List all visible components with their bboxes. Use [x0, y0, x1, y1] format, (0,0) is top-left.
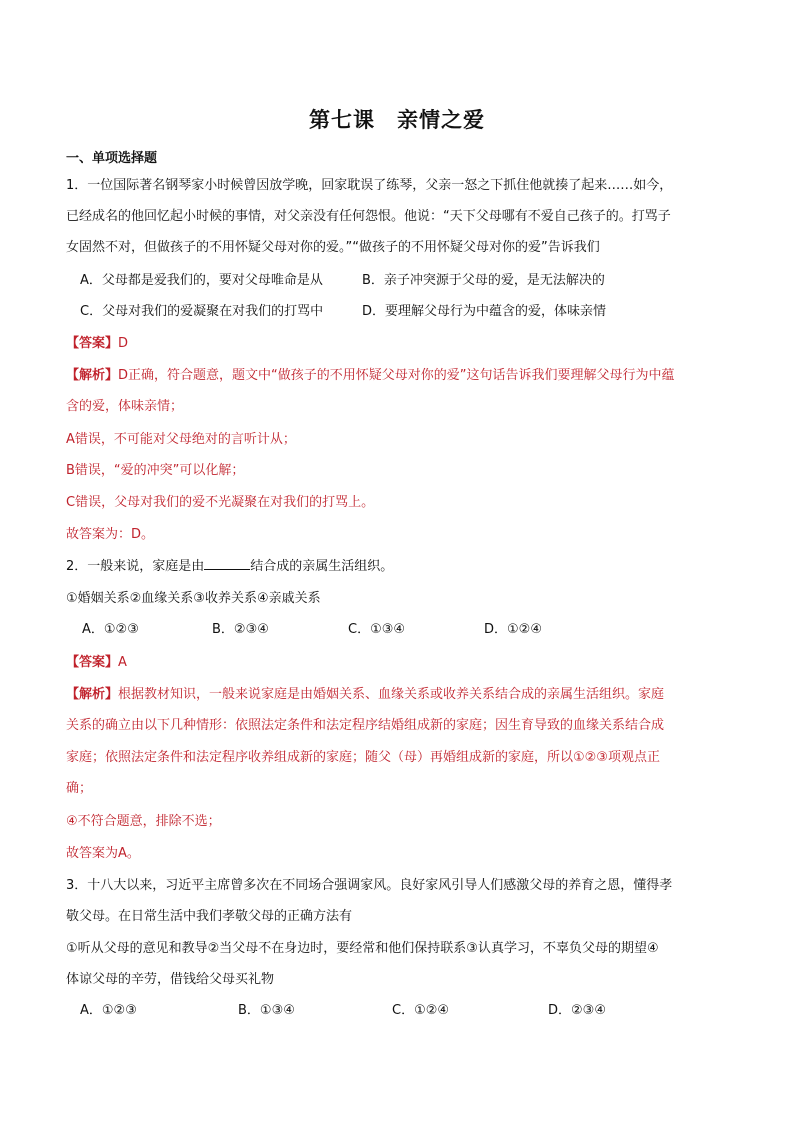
q3-option-a: A．①②③: [80, 1003, 137, 1018]
q1-option-d: D．要理解父母行为中蕴含的爱，体味亲情: [362, 304, 607, 319]
fill-blank: [204, 557, 250, 570]
answer-value: D: [118, 336, 129, 351]
q1-stem-line: 女固然不对，但做孩子的不用怀疑父母对你的爱。”“做孩子的不用怀疑父母对你的爱”告诉我们: [66, 240, 600, 255]
q3-stem-line: 敬父母。在日常生活中我们孝敬父母的正确方法有: [66, 909, 353, 924]
q3-stem-line: 3．十八大以来，习近平主席曾多次在不同场合强调家风。良好家风引导人们感激父母的养育之恩，懂得孝: [66, 878, 673, 893]
q2-option-c: C．①③④: [348, 622, 406, 637]
analysis-line: 关系的确立由以下几种情形：依照法定条件和法定程序结婚组成新的家庭；因生育导致的血缘关系结合成: [66, 718, 665, 733]
answer-value: A: [118, 655, 127, 670]
answer-tag: 【答案】: [66, 336, 119, 351]
q1-analysis: [66, 367, 675, 385]
q2-analysis: [66, 686, 664, 704]
analysis-tag: 【解析】: [66, 687, 119, 702]
analysis-line: 家庭；依照法定条件和法定程序收养组成新的家庭；随父（母）再婚组成新的家庭，所以①②③项观点正: [66, 750, 660, 765]
analysis-line: 含的爱，体味亲情；: [66, 399, 184, 414]
q2-option-d: D．①②④: [484, 622, 542, 637]
q3-option-d: D．②③④: [548, 1003, 606, 1018]
analysis-line: A错误，不可能对父母绝对的言听计从；: [66, 432, 296, 447]
answer-tag: 【答案】: [66, 655, 119, 670]
q2-stem: [66, 557, 393, 576]
q3-option-c: C．①②④: [392, 1003, 450, 1018]
q1-option-a: A．父母都是爱我们的，要对父母唯命是从: [80, 273, 323, 288]
q3-option-b: B．①③④: [238, 1003, 295, 1018]
analysis-text: 根据教材知识，一般来说家庭是由婚姻关系、血缘关系或收养关系结合成的亲属生活组织。家庭: [118, 687, 665, 702]
analysis-line: 确；: [66, 781, 93, 796]
analysis-line: C错误，父母对我们的爱不光凝聚在对我们的打骂上。: [66, 495, 375, 510]
analysis-line: ④不符合题意，排除不选；: [66, 814, 221, 829]
q1-answer: [66, 335, 128, 353]
q1-option-b: B．亲子冲突源于父母的爱，是无法解决的: [362, 273, 605, 288]
q1-conclusion: 故答案为：D。: [66, 527, 155, 542]
q2-stem-after: 结合成的亲属生活组织。: [250, 559, 394, 574]
q1-stem-line: 已经成名的他回忆起小时候的事情，对父亲没有任何怨恨。他说：“天下父母哪有不爱自己孩子的。打骂子: [66, 209, 671, 224]
lesson-title: 第七课 亲情之爱: [309, 107, 485, 132]
q1-stem-line: 1．一位国际著名钢琴家小时候曾因放学晚，回家耽误了练琴，父亲一怒之下抓住他就揍了起来……如今，: [66, 178, 673, 193]
q3-stem-line: ①听从父母的意见和教导②当父母不在身边时，要经常和他们保持联系③认真学习，不辜负父母的期望④: [66, 941, 659, 956]
q1-option-c: C．父母对我们的爱凝聚在对我们的打骂中: [80, 304, 324, 319]
q3-stem-line: 体谅父母的辛劳，借钱给父母买礼物: [66, 972, 275, 987]
q2-conclusion: 故答案为A。: [66, 846, 140, 861]
q2-items: ①婚姻关系②血缘关系③收养关系④亲戚关系: [66, 591, 321, 606]
analysis-tag: 【解析】: [66, 368, 119, 383]
q2-option-a: A．①②③: [82, 622, 139, 637]
analysis-line: B错误，“爱的冲突”可以化解；: [66, 463, 245, 478]
q2-answer: [66, 654, 127, 672]
section-heading: 一、单项选择题: [66, 151, 158, 166]
q2-option-b: B．②③④: [212, 622, 269, 637]
q2-stem-before: 2．一般来说，家庭是由: [66, 559, 205, 574]
analysis-text: D正确，符合题意，题文中“做孩子的不用怀疑父母对你的爱”这句话告诉我们要理解父母行为中蕴: [118, 368, 675, 383]
